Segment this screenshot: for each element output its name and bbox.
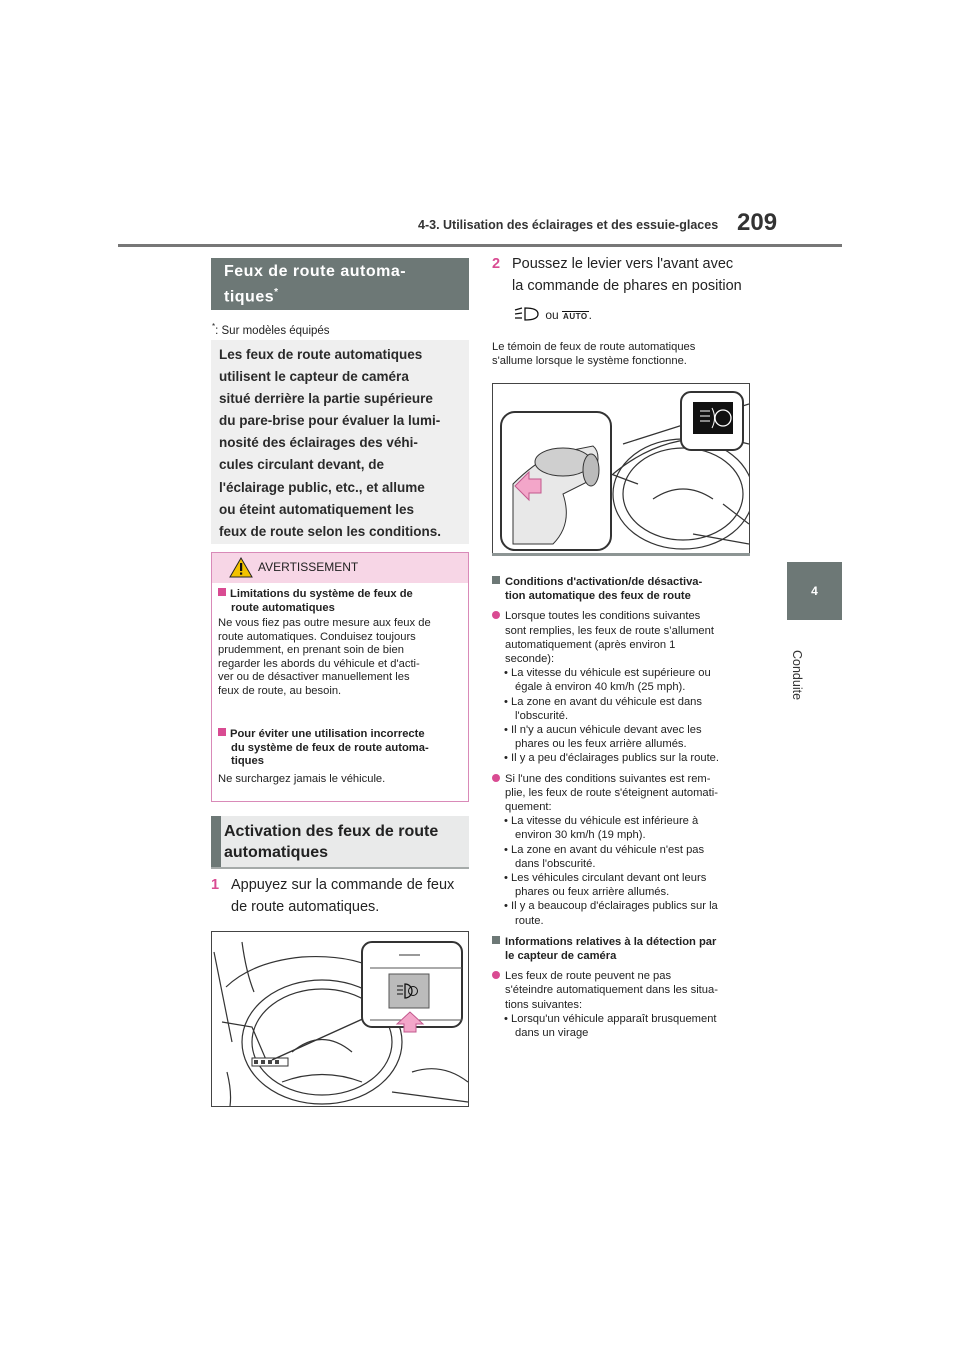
intro-line: du pare-brise pour évaluer la lumi-	[219, 413, 441, 429]
grey-square-icon	[492, 936, 500, 944]
figure-dashboard-switch	[211, 931, 469, 1107]
intro-line: utilisent le capteur de caméra	[219, 369, 409, 385]
camera-text-line: tions suivantes:	[505, 998, 583, 1011]
footnote: *: Sur modèles équipés	[212, 322, 330, 337]
intro-box	[211, 340, 469, 544]
page-number: 209	[737, 209, 778, 236]
condition-text-line: Lorsque toutes les conditions suivantes	[505, 610, 701, 623]
list-item: • Les véhicules circulant devant ont leurs phares ou feux arrière allumés.	[504, 872, 707, 899]
warning-box	[211, 552, 469, 802]
step-2-icons: ou AUTO.	[514, 306, 592, 322]
list-item: • La zone en avant du véhicule n'est pas dans l'obscurité.	[504, 843, 705, 870]
headlight-auto-icon	[514, 306, 542, 322]
figure-divider	[492, 553, 750, 556]
intro-line: l'éclairage public, etc., et allume	[219, 479, 425, 495]
list-item: • La zone en avant du véhicule est dans l'obscurité.	[504, 695, 702, 722]
intro-line: situé derrière la partie supérieure	[219, 391, 433, 407]
warning-block-2: Pour éviter une utilisation incorrecte du système de feux de route automa- tiques Ne surchargez jamais le véhicule.	[218, 728, 429, 785]
intro-line: ou éteint automatiquement les	[219, 501, 415, 517]
intro-line: nosité des éclairages des véhi-	[219, 435, 418, 451]
section-header: 4-3. Utilisation des éclairages et des essuie-glaces	[418, 218, 719, 232]
step-2: 2 Poussez le levier vers l'avant avec la commande de phares en position	[492, 256, 742, 294]
warning-header	[212, 553, 468, 583]
auto-headlight-icon: AUTO	[563, 312, 588, 321]
warning-text-line: regarder les abords du véhicule et d'acti-	[218, 657, 420, 670]
step-1: 1 Appuyez sur la commande de feux de route automatiques.	[211, 877, 455, 915]
condition-text-line: automatiquement (après environ 1	[505, 638, 676, 651]
list-item: • Il y a peu d'éclairages publics sur la route.	[504, 752, 720, 765]
list-item: • Il y a beaucoup d'éclairages publics sur la route.	[504, 900, 718, 927]
warning-triangle-icon	[229, 557, 253, 578]
list-item: • Il n'y a aucun véhicule devant avec les phares ou les feux arrière allumés.	[504, 724, 702, 751]
pink-square-icon	[218, 588, 226, 596]
warning-text-line: feux de route, au besoin.	[218, 684, 342, 697]
camera-text-line: Les feux de route peuvent ne pas	[505, 970, 672, 983]
camera-text-line: s'éteindre automatiquement dans les situa-	[505, 984, 718, 997]
step-2-note: Le témoin de feux de route automatiques s'allume lorsque le système fonctionne.	[492, 341, 696, 368]
section-title-auto-high-beam: Feux de route automa- tiques*	[211, 258, 469, 310]
warning-text-line: Ne vous fiez pas outre mesure aux feux de	[218, 617, 431, 629]
condition-text-line: quement:	[505, 801, 552, 814]
pink-dot-icon	[492, 774, 500, 782]
dashboard-illustration	[212, 932, 468, 1106]
pink-dot-icon	[492, 611, 500, 619]
grey-square-icon	[492, 576, 500, 584]
warning-text-line: ver ou de désactiver manuellement les	[218, 671, 410, 683]
lever-illustration	[493, 384, 749, 554]
figure-lever-indicator	[492, 383, 750, 555]
intro-line: cules circulant devant, de	[219, 457, 385, 473]
warning-block-1: Limitations du système de feux de route automatiques Ne vous fiez pas outre mesure aux feux de route automatiques. Conduisez toujours prudemment, en prenant soin de bien regarder les abords du véhicule et d'acti- ver ou de désactiver manuellement les feux de route, au besoin.	[218, 588, 431, 697]
condition-text-line: sont remplies, les feux de route s’allument	[505, 624, 714, 637]
warning-text-line: route automatiques. Conduisez toujours	[218, 630, 416, 643]
conditions-section: Conditions d'activation/de désactiva- tion automatique des feux de route Lorsque toutes les conditions suivantes sont remplies, les feux de route s’allument automatiquement (après environ 1 seconde): • La vitesse du véhicule est supérieure ou égale à environ 40 km/h (25 mph). • La zone en avant du véhicule est dans l'obscurité. • Il n'y a aucun véhicule devant avec les phares ou les feux arrière allumés. • Il y a peu d'éclairages publics sur la route. Si l'une des conditions suivantes est rem- plie, les feux de route s'éteignent automati- quement: • La vitesse du véhicule est inférieure à environ 30 km/h (19 mph). • La zone en avant du véhicule n'est pas dans l'obscurité. • Les véhicules circulant devant ont leurs phares ou feux arrière allumés. • Il y a beaucoup d'éclairages publics sur la route. Informations relatives à la détection par le capteur de caméra Les feux de route peuvent ne pas s'éteindre automatiquement dans les situa- tions suivantes: • Lorsqu'un véhicule apparaît brusquement dans un virage	[492, 575, 754, 1040]
pink-dot-icon	[492, 971, 500, 979]
warning-text-line: prudemment, en prenant soin de bien	[218, 644, 404, 656]
list-item: • La vitesse du véhicule est supérieure ou égale à environ 40 km/h (25 mph).	[504, 667, 711, 694]
condition-text-line: seconde):	[505, 653, 555, 666]
chapter-number: 4	[811, 584, 818, 598]
warning-title: AVERTISSEMENT	[258, 560, 359, 574]
header-rule	[118, 244, 842, 247]
condition-text-line: plie, les feux de route s'éteignent automati-	[505, 786, 718, 799]
list-item: • Lorsqu'un véhicule apparaît brusquement dans un virage	[504, 1012, 717, 1040]
chapter-label: Conduite	[790, 650, 804, 701]
list-item: • La vitesse du véhicule est inférieure à environ 30 km/h (19 mph).	[504, 815, 699, 842]
intro-line: feux de route selon les conditions.	[219, 523, 442, 539]
section-title-activation: Activation des feux de route automatiques	[211, 816, 469, 869]
condition-text-line: Si l'une des conditions suivantes est rem-	[505, 772, 711, 785]
pink-square-icon	[218, 728, 226, 736]
intro-line: Les feux de route automatiques	[219, 347, 423, 362]
